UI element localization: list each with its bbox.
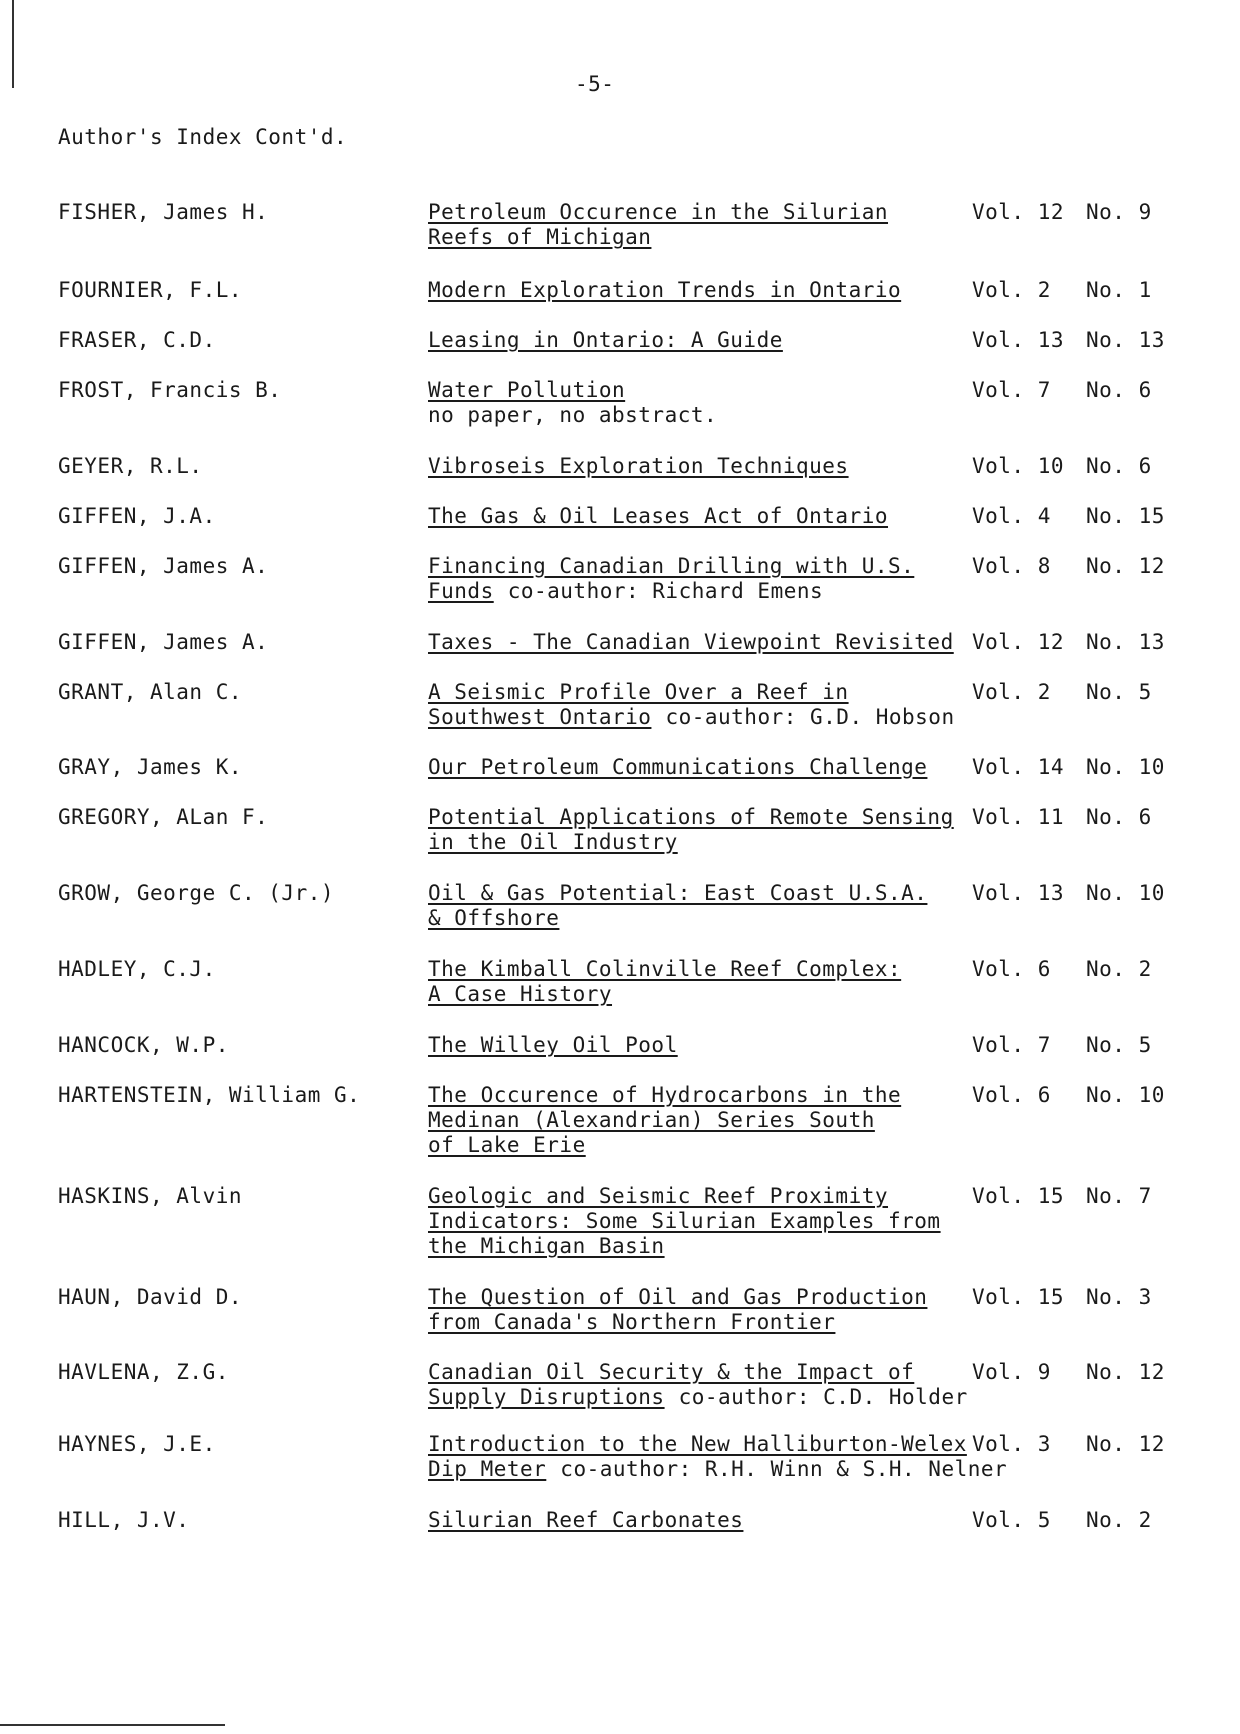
title-line: of Lake Erie — [428, 1133, 586, 1157]
volume-number: Vol. 5 — [972, 1508, 1051, 1532]
title-line: Funds — [428, 579, 494, 603]
paper-title — [428, 1432, 1008, 1482]
volume-number: Vol. 15 — [972, 1184, 1065, 1208]
author-name: HAUN, David D. — [58, 1285, 243, 1309]
paper-title — [428, 1360, 968, 1410]
issue-number: No. 10 — [1086, 755, 1165, 779]
paper-title — [428, 755, 948, 780]
issue-number: No. 13 — [1086, 328, 1165, 352]
title-line: Geologic and Seismic Reef Proximity — [428, 1184, 889, 1208]
title-line: The Gas & Oil Leases Act of Ontario — [428, 504, 889, 528]
paper-title — [428, 680, 955, 730]
title-line: from Canada's Northern Frontier — [428, 1310, 836, 1334]
title-line: Our Petroleum Communications Challenge — [428, 755, 928, 779]
paper-title — [428, 554, 948, 604]
title-line: Oil & Gas Potential: East Coast U.S.A. — [428, 881, 928, 905]
volume-number: Vol. 12 — [972, 200, 1065, 224]
volume-number: Vol. 4 — [972, 504, 1051, 528]
author-name: FRASER, C.D. — [58, 328, 216, 352]
title-line: Reefs of Michigan — [428, 225, 652, 249]
volume-number: Vol. 14 — [972, 755, 1065, 779]
volume-number: Vol. 2 — [972, 680, 1051, 704]
issue-number: No. 6 — [1086, 378, 1152, 402]
paper-title — [428, 454, 948, 479]
issue-number: No. 15 — [1086, 504, 1165, 528]
volume-number: Vol. 6 — [972, 1083, 1051, 1107]
entry-note: no paper, no abstract. — [428, 403, 718, 427]
volume-number: Vol. 12 — [972, 630, 1065, 654]
title-line: Modern Exploration Trends in Ontario — [428, 278, 902, 302]
issue-number: No. 2 — [1086, 957, 1152, 981]
title-line: Introduction to the New Halliburton-Welex — [428, 1432, 967, 1456]
author-name: HANCOCK, W.P. — [58, 1033, 229, 1057]
coauthor: co-author: G.D. Hobson — [665, 705, 955, 729]
author-name: GRAY, James K. — [58, 755, 243, 779]
volume-number: Vol. 6 — [972, 957, 1051, 981]
coauthor: co-author: Richard Emens — [507, 579, 824, 603]
title-line: Medinan (Alexandrian) Series South — [428, 1108, 875, 1132]
author-name: GRANT, Alan C. — [58, 680, 243, 704]
title-line: The Kimball Colinville Reef Complex: — [428, 957, 902, 981]
title-line: Canadian Oil Security & the Impact of — [428, 1360, 915, 1384]
author-name: GIFFEN, J.A. — [58, 504, 216, 528]
paper-title — [428, 278, 948, 303]
issue-number: No. 3 — [1086, 1285, 1152, 1309]
paper-title — [428, 881, 948, 931]
issue-number: No. 13 — [1086, 630, 1165, 654]
issue-number: No. 5 — [1086, 1033, 1152, 1057]
paper-title — [428, 378, 948, 428]
issue-number: No. 12 — [1086, 1432, 1165, 1456]
title-line: Petroleum Occurence in the Silurian — [428, 200, 889, 224]
title-line: Silurian Reef Carbonates — [428, 1508, 744, 1532]
title-line: Dip Meter — [428, 1457, 547, 1481]
author-name: HILL, J.V. — [58, 1508, 190, 1532]
volume-number: Vol. 8 — [972, 554, 1051, 578]
title-line: Leasing in Ontario: A Guide — [428, 328, 783, 352]
author-name: GREGORY, ALan F. — [58, 805, 269, 829]
issue-number: No. 12 — [1086, 554, 1165, 578]
author-name: FROST, Francis B. — [58, 378, 282, 402]
title-line: Vibroseis Exploration Techniques — [428, 454, 849, 478]
author-name: GIFFEN, James A. — [58, 554, 269, 578]
volume-number: Vol. 7 — [972, 378, 1051, 402]
author-name: GEYER, R.L. — [58, 454, 203, 478]
coauthor: co-author: R.H. Winn & S.H. Nelner — [560, 1457, 1008, 1481]
coauthor: co-author: C.D. Holder — [678, 1385, 968, 1409]
title-line: in the Oil Industry — [428, 830, 678, 854]
title-line: The Occurence of Hydrocarbons in the — [428, 1083, 902, 1107]
issue-number: No. 12 — [1086, 1360, 1165, 1384]
margin-line — [12, 0, 14, 88]
paper-title — [428, 805, 954, 855]
paper-title — [428, 1184, 948, 1259]
author-name: HAYNES, J.E. — [58, 1432, 216, 1456]
author-name: HARTENSTEIN, William G. — [58, 1083, 361, 1107]
paper-title — [428, 1508, 948, 1533]
title-line: Financing Canadian Drilling with U.S. — [428, 554, 915, 578]
title-line: Potential Applications of Remote Sensing — [428, 805, 954, 829]
title-line: Taxes - The Canadian Viewpoint Revisited — [428, 630, 954, 654]
author-name: HAVLENA, Z.G. — [58, 1360, 229, 1384]
volume-number: Vol. 13 — [972, 881, 1065, 905]
volume-number: Vol. 15 — [972, 1285, 1065, 1309]
volume-number: Vol. 2 — [972, 278, 1051, 302]
bottom-rule — [0, 1724, 225, 1726]
paper-title — [428, 1033, 948, 1058]
paper-title — [428, 630, 954, 655]
title-line: A Case History — [428, 982, 613, 1006]
title-line: Water Pollution — [428, 378, 626, 402]
issue-number: No. 1 — [1086, 278, 1152, 302]
author-name: GROW, George C. (Jr.) — [58, 881, 335, 905]
volume-number: Vol. 9 — [972, 1360, 1051, 1384]
issue-number: No. 9 — [1086, 200, 1152, 224]
volume-number: Vol. 11 — [972, 805, 1065, 829]
issue-number: No. 6 — [1086, 454, 1152, 478]
page-number: -5- — [575, 72, 615, 96]
title-line: A Seismic Profile Over a Reef in — [428, 680, 849, 704]
issue-number: No. 10 — [1086, 881, 1165, 905]
title-line: the Michigan Basin — [428, 1234, 665, 1258]
title-line: The Question of Oil and Gas Production — [428, 1285, 928, 1309]
title-line: Indicators: Some Silurian Examples from — [428, 1209, 941, 1233]
volume-number: Vol. 7 — [972, 1033, 1051, 1057]
title-line: Supply Disruptions — [428, 1385, 665, 1409]
paper-title — [428, 200, 948, 250]
title-line: The Willey Oil Pool — [428, 1033, 678, 1057]
volume-number: Vol. 13 — [972, 328, 1065, 352]
volume-number: Vol. 3 — [972, 1432, 1051, 1456]
author-name: HASKINS, Alvin — [58, 1184, 243, 1208]
author-name: GIFFEN, James A. — [58, 630, 269, 654]
paper-title — [428, 504, 948, 529]
issue-number: No. 7 — [1086, 1184, 1152, 1208]
paper-title — [428, 1083, 948, 1158]
author-name: FISHER, James H. — [58, 200, 269, 224]
section-heading: Author's Index Cont'd. — [58, 125, 348, 149]
paper-title — [428, 328, 948, 353]
author-name: FOURNIER, F.L. — [58, 278, 243, 302]
paper-title — [428, 957, 948, 1007]
title-line: & Offshore — [428, 906, 560, 930]
issue-number: No. 6 — [1086, 805, 1152, 829]
issue-number: No. 10 — [1086, 1083, 1165, 1107]
paper-title — [428, 1285, 948, 1335]
author-name: HADLEY, C.J. — [58, 957, 216, 981]
volume-number: Vol. 10 — [972, 454, 1065, 478]
title-line: Southwest Ontario — [428, 705, 652, 729]
issue-number: No. 5 — [1086, 680, 1152, 704]
issue-number: No. 2 — [1086, 1508, 1152, 1532]
